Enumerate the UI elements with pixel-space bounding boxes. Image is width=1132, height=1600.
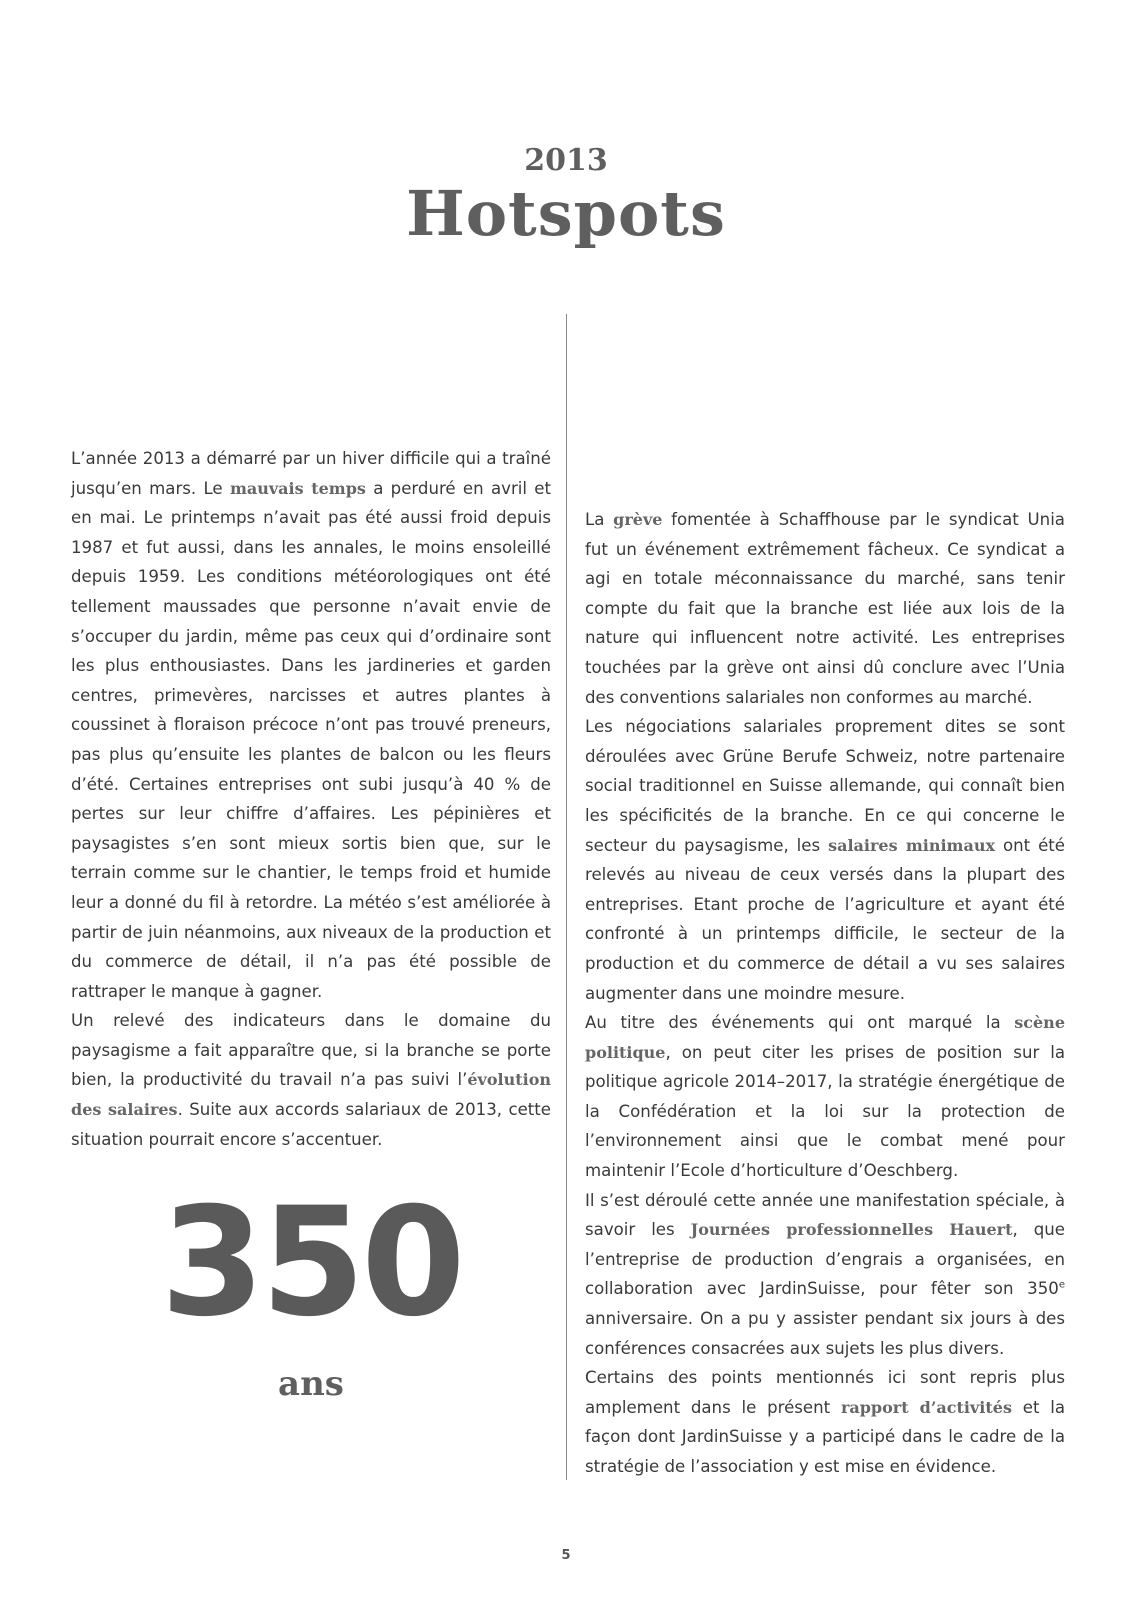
text: Les négociations salariales proprement dites se sont déroulées avec Grüne Berufe Schweiz, notre partenaire social traditionnel en Suisse allemande, qui connaît bien les spécificités de la branche. En ce qui concerne le secteur du paysagisme, les <box>585 717 1065 855</box>
text: anniversaire. On a pu y assister pendant six jours à des conférences consacrées aux sujets les plus divers. <box>585 1309 1065 1358</box>
text: Certains des points mentionnés ici sont repris plus amplement dans le présent <box>585 1368 1065 1417</box>
keyword-salaires-minimaux: salaires minimaux <box>828 835 996 855</box>
text: Au titre des événements qui ont marqué la <box>585 1013 1015 1033</box>
page-number: 5 <box>561 1548 571 1563</box>
page-title: Hotspots <box>406 177 726 250</box>
left-column <box>71 444 551 1154</box>
text: ont été relevés au niveau de ceux versés dans la plupart des entreprises. Etant proche de l’agriculture et ayant été confronté à un printemps difficile, le secteur de la production et du commerce de détail a vu ses salaires augmenter dans une moindre mesure. <box>585 835 1065 1003</box>
keyword-greve: grève <box>613 510 663 529</box>
left-paragraph-1 <box>71 444 551 1006</box>
right-paragraph-4 <box>585 1186 1065 1364</box>
text: La <box>585 510 614 529</box>
right-paragraph-3 <box>585 1008 1065 1186</box>
text: , que l’entreprise de production d’engrais a organisées, en collaboration avec JardinSuisse, pour fêter son 350 <box>585 1220 1066 1299</box>
text: Un relevé des indicateurs dans le domaine du paysagisme a fait apparaître que, si la branche se porte bien, la productivité du travail n’a pas suivi l’ <box>71 1011 551 1090</box>
text: . Suite aux accords salariaux de 2013, cette situation pourrait encore s’accentuer. <box>71 1100 552 1149</box>
keyword-mauvais-temps: mauvais temps <box>229 478 366 498</box>
text: a perduré en avril et en mai. Le printemps n’avait pas été aussi froid depuis 1987 et fut aussi, dans les annales, le moins ensoleillé depuis 1959. Les conditions météorologiques ont été tellement maussades que personne n’avait envie de s’occuper du jardin, même pas ceux qui d’ordinaire sont les plus enthousiastes. Dans les jardineries et garden centres, primevères, narcisses et autres plantes à coussinet à floraison précoce n’ont pas trouvé preneurs, pas plus qu’ensuite les plantes de balcon ou les fleurs d’été. Certaines entreprises ont subi jusqu’à 40 % de pertes sur leur chiffre d’affaires. Les pépinières et paysagistes s’en sont mieux sortis bien que, sur le terrain comme sur le chantier, le temps froid et humide leur a donné du fil à retordre. La météo s’est améliorée à partir de juin néanmoins, aux niveaux de la production et du commerce de détail, il n’a pas été possible de rattraper le manque à gagner. <box>71 478 551 1001</box>
right-paragraph-5 <box>585 1363 1065 1481</box>
column-divider <box>566 314 567 1480</box>
right-column <box>585 505 1065 1482</box>
keyword-rapport-activites: rapport d’activités <box>840 1397 1012 1417</box>
text: , on peut citer les prises de position sur la politique agricole 2014–2017, la stratégie énergétique de la Confédération et la loi sur la protection de l’environnement ainsi que le combat mené pour maintenir l’Ecole d’horticulture d’Oeschberg. <box>585 1042 1065 1181</box>
right-paragraph-1 <box>585 505 1065 712</box>
text: Il s’est déroulé cette année une manifestation spéciale, à savoir les <box>585 1190 1065 1240</box>
text: L’année 2013 a démarré par un hiver difficile qui a traîné jusqu’en mars. Le <box>71 449 551 498</box>
keyword-evolution-salaires: évolution des salaires <box>71 1070 551 1120</box>
text: et la façon dont JardinSuisse y a participé dans le cadre de la stratégie de l’association y est mise en évidence. <box>585 1397 1066 1476</box>
year-heading: 2013 <box>524 143 608 178</box>
left-paragraph-2 <box>71 1006 551 1154</box>
right-paragraph-2 <box>585 712 1065 1008</box>
highlight-number: 350 <box>160 1176 462 1350</box>
highlight-label: ans <box>278 1364 344 1404</box>
keyword-scene-politique: scène politique <box>585 1013 1065 1062</box>
keyword-journees-hauert: Journées professionnelles Hauert <box>690 1220 1013 1240</box>
text: fomentée à Schaffhouse par le syndicat Unia fut un événement extrêmement fâcheux. Ce syndicat a agi en totale méconnaissance du marché, sans tenir compte du fait que la branche est liée aux lois de la nature qui influencent notre activité. Les entreprises touchées par la grève ont ainsi dû conclure avec l’Unia des conventions salariales non conformes au marché. <box>585 510 1065 707</box>
superscript: e <box>1058 1279 1065 1291</box>
